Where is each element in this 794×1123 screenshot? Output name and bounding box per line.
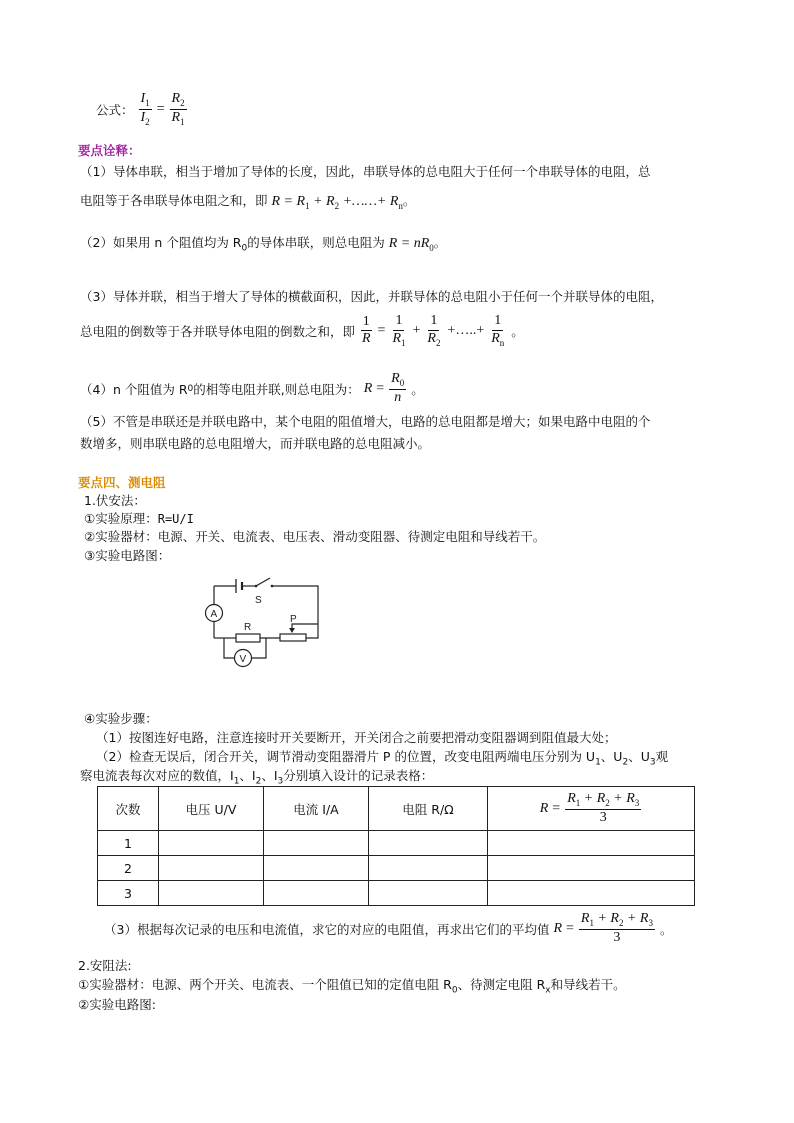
resistor-icon bbox=[236, 634, 260, 642]
table-header-average: R = $\frac{R_1 + R_2 + R_3}{3}$ bbox=[488, 787, 695, 831]
slider-label: P bbox=[290, 614, 297, 625]
key-points-heading: 要点诠释： bbox=[78, 143, 141, 158]
point-1-line-1: （1）导体串联，相当于增加了导体的长度，因此，串联导体的总电阻大于任何一个串联导体的电阻，总 bbox=[80, 164, 651, 179]
method-1-steps-label: ④实验步骤： bbox=[84, 711, 158, 726]
parallel-recip-rn: $\frac{1}{R_n}$ bbox=[491, 313, 505, 348]
method-2-circuit-label: ②实验电路图: bbox=[78, 997, 156, 1012]
resistor-label: R bbox=[244, 622, 252, 633]
formula-line: 公式： $\frac{I_1}{I_2}$ = $\frac{R_2}{R_1}$ bbox=[96, 91, 185, 128]
point-5-line-2: 数增多，则串联电路的总电阻增大，而并联电路的总电阻减小。 bbox=[80, 436, 431, 451]
table-row bbox=[98, 881, 695, 906]
table-header: 电压 U/V bbox=[159, 787, 264, 831]
voltage-cell[interactable] bbox=[159, 881, 264, 906]
section-4-heading: 要点四、测电阻 bbox=[78, 475, 166, 490]
formula-label: 公式： bbox=[96, 102, 134, 118]
point-5-line-1: （5）不管是串联还是并联电路中，某个电阻的阻值增大，电路的总电阻都是增大；如果电路中电阻的个 bbox=[80, 414, 651, 429]
table-header: 电阻 R/Ω bbox=[369, 787, 488, 831]
current-cell[interactable] bbox=[264, 856, 369, 881]
table-header: 次数 bbox=[98, 787, 159, 831]
average-cell[interactable] bbox=[488, 881, 695, 906]
point-1-line-2: 电阻等于各串联导体电阻之和，即 $R = R_1 + R_2$ +……+ $R_n$。 bbox=[80, 193, 416, 211]
step-2-line-1: （2）检查无误后，闭合开关，调节滑动变阻器滑片 P 的位置，改变电阻两端电压分别为 $U_1$、$U_2$、$U_3$观 bbox=[96, 749, 669, 768]
parallel-n-formula: $\frac{R_0}{n}$ bbox=[391, 371, 405, 406]
row-number: 1 bbox=[98, 831, 159, 856]
step-1: （1）按图连好电路，注意连接时开关要断开，开关闭合之前要把滑动变阻器调到阻值最大处； bbox=[96, 730, 617, 745]
ammeter-label: A bbox=[210, 609, 218, 620]
resistance-cell[interactable] bbox=[369, 856, 488, 881]
row-number: 2 bbox=[98, 856, 159, 881]
method-1-principle: ①实验原理：R=U/I bbox=[84, 511, 194, 526]
ratio-fraction-r: $\frac{R_2}{R_1}$ bbox=[171, 91, 185, 128]
resistance-cell[interactable] bbox=[369, 831, 488, 856]
table-row bbox=[98, 856, 695, 881]
method-2-title: 2.安阻法: bbox=[78, 958, 132, 973]
switch-label: S bbox=[255, 595, 262, 606]
table-row bbox=[98, 831, 695, 856]
parallel-recip-r2: $\frac{1}{R_2}$ bbox=[427, 313, 441, 348]
ratio-fraction: $\frac{I_1}{I_2}$ bbox=[140, 91, 150, 128]
parallel-recip-r1: $\frac{1}{R_1}$ bbox=[392, 313, 406, 348]
step-2-line-2: 察电流表每次对应的数值，$I_1$、$I_2$、$I_3$分别填入设计的记录表格： bbox=[80, 768, 434, 787]
step-3: （3）根据每次记录的电压和电流值，求它的对应的电阻值，再求出它们的平均值 R = $\frac{R_1 + R_2 + R_3}{3}$ 。 bbox=[104, 911, 673, 946]
current-cell[interactable] bbox=[264, 881, 369, 906]
resistance-cell[interactable] bbox=[369, 881, 488, 906]
point-3-line-1: （3）导体并联，相当于增大了导体的横截面积，因此，并联导体的总电阻小于任何一个并联导体的电阻， bbox=[80, 289, 663, 304]
voltmeter-label: V bbox=[239, 654, 247, 665]
average-formula: $\frac{R_1 + R_2 + R_3}{3}$ bbox=[580, 911, 653, 946]
voltage-cell[interactable] bbox=[159, 831, 264, 856]
switch-lever bbox=[256, 578, 270, 586]
voltage-cell[interactable] bbox=[159, 856, 264, 881]
slider-arrow-icon bbox=[289, 628, 295, 633]
record-table bbox=[97, 786, 695, 906]
average-cell[interactable] bbox=[488, 831, 695, 856]
table-header: 电流 I/A bbox=[264, 787, 369, 831]
average-cell[interactable] bbox=[488, 856, 695, 881]
point-4: （4）n 个阻值为 R0的相等电阻并联,则总电阻为： R = $\frac{R_0}{n}$ 。 bbox=[80, 371, 424, 406]
method-1-circuit-label: ③实验电路图： bbox=[84, 548, 171, 563]
series-n-formula: $R = nR_0$ bbox=[388, 236, 434, 253]
current-cell[interactable] bbox=[264, 831, 369, 856]
point-3-line-2: 总电阻的倒数等于各并联导体电阻的倒数之和，即 $\frac{1}{R}$ = $\frac{1}{R_1}$ + $\frac{1}{R_2}$ +…..+ $\frac{1}{R_n}$ 。 bbox=[80, 313, 524, 348]
method-1-title: 1.伏安法： bbox=[84, 493, 146, 508]
rheostat-icon bbox=[280, 634, 306, 641]
row-number: 3 bbox=[98, 881, 159, 906]
voltammetry-circuit-diagram bbox=[200, 566, 330, 670]
method-2-equipment: ①实验器材：电源、两个开关、电流表、一个阻值已知的定值电阻 $R_0$、待测定电阻 $R_x$和导线若干。 bbox=[78, 977, 626, 996]
point-2: （2）如果用 n 个阻值均为 $R_0$的导体串联，则总电阻为 $R = nR_0$。 bbox=[80, 235, 447, 254]
parallel-recip-r: $\frac{1}{R}$ bbox=[362, 313, 371, 347]
series-sum-formula: $R = R_1 + R_2$ +……+ $R_n$ bbox=[271, 194, 403, 211]
method-1-equipment: ②实验器材：电源、开关、电流表、电压表、滑动变阻器、待测定电阻和导线若干。 bbox=[84, 529, 546, 544]
